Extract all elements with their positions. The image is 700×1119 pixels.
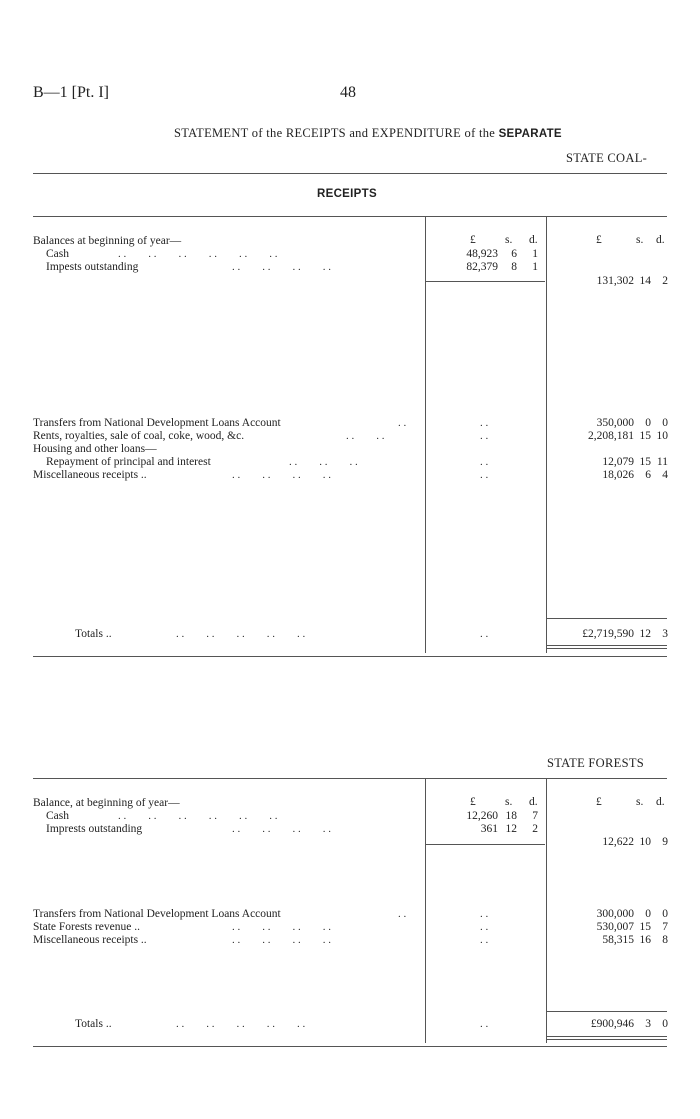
imprests-label: Impests outstanding <box>46 261 139 273</box>
row-pounds: 530,007 <box>596 921 634 933</box>
row-label: Miscellaneous receipts .. <box>33 469 147 481</box>
leader-dots: . . <box>480 921 489 933</box>
rule-under-heading <box>33 216 667 217</box>
balances-total-shillings: 10 <box>639 836 651 848</box>
imprests-shillings: 8 <box>511 261 517 273</box>
leader-dots: . . . . . . . . . . . . <box>118 248 278 260</box>
leader-dots: . . . . <box>346 430 385 442</box>
leader-dots: . . . . . . . . <box>232 934 331 946</box>
totals-double-rule <box>547 645 667 646</box>
leader-dots: . . <box>398 417 407 429</box>
receipts-heading: RECEIPTS <box>317 188 377 200</box>
rule-top <box>33 173 667 174</box>
cash-shillings: 6 <box>511 248 517 260</box>
leader-dots: . . <box>480 1018 489 1030</box>
totals-rule <box>547 618 667 619</box>
row-label: Transfers from National Development Loans Account <box>33 417 281 429</box>
leader-dots: . . . . . . . . . . <box>176 628 306 640</box>
balances-label: Balances at beginning of year— <box>33 235 182 247</box>
col-pound-total: £ <box>596 796 602 808</box>
leader-dots: . . . . . . . . . . . . <box>118 810 278 822</box>
leader-dots: . . <box>480 934 489 946</box>
totals-pence: 0 <box>662 1018 668 1030</box>
page-number: 48 <box>340 84 356 101</box>
col-shilling: s. <box>505 234 513 246</box>
balances-label: Balance, at beginning of year— <box>33 797 180 809</box>
leader-dots: . . . . . . . . <box>232 469 331 481</box>
leader-dots: . . <box>398 908 407 920</box>
col-pence: d. <box>529 796 538 808</box>
row-label: Repayment of principal and interest <box>46 456 211 468</box>
row-shillings: 6 <box>645 469 651 481</box>
row-pounds: 300,000 <box>596 908 634 920</box>
row-label: Rents, royalties, sale of coal, coke, wood, &c. <box>33 430 245 442</box>
row-pounds: 58,315 <box>602 934 634 946</box>
row-shillings: 0 <box>645 908 651 920</box>
row-pence: 7 <box>662 921 668 933</box>
col-pound: £ <box>470 234 476 246</box>
col-pence: d. <box>529 234 538 246</box>
totals-double-rule <box>547 1036 667 1037</box>
leader-dots: . . <box>480 430 489 442</box>
imprests-pounds: 82,379 <box>466 261 498 273</box>
row-pence: 10 <box>656 430 668 442</box>
totals-pounds: £900,946 <box>590 1018 634 1030</box>
balances-total-pounds: 131,302 <box>596 275 634 287</box>
forests-top-rule <box>33 778 667 779</box>
row-shillings: 0 <box>645 417 651 429</box>
row-shillings: 15 <box>639 921 651 933</box>
col-pence-total: d. <box>656 796 665 808</box>
row-pence: 0 <box>662 417 668 429</box>
col-pence-total: d. <box>656 234 665 246</box>
cash-pounds: 48,923 <box>466 248 498 260</box>
cash-shillings: 18 <box>505 810 517 822</box>
row-pounds: 2,208,181 <box>588 430 634 442</box>
column-rule-left <box>425 779 426 1043</box>
forests-heading: STATE FORESTS <box>547 756 645 770</box>
col-shilling-total: s. <box>636 234 644 246</box>
column-rule-right <box>546 779 547 1043</box>
totals-pounds: £2,719,590 <box>582 628 634 640</box>
balances-total-pounds: 12,622 <box>602 836 634 848</box>
cash-pence: 7 <box>532 810 538 822</box>
leader-dots: . . . . . . . . <box>232 261 331 273</box>
row-label: Transfers from National Development Loans Account <box>33 908 281 920</box>
totals-shillings: 12 <box>639 628 651 640</box>
column-rule-right <box>546 217 547 653</box>
leader-dots: . . <box>480 417 489 429</box>
leader-dots: . . <box>480 908 489 920</box>
row-pounds: 350,000 <box>596 417 634 429</box>
subtotal-rule <box>426 281 545 282</box>
col-shilling: s. <box>505 796 513 808</box>
column-rule-left <box>425 217 426 653</box>
row-pounds: 18,026 <box>602 469 634 481</box>
totals-double-rule <box>547 648 667 649</box>
leader-dots: . . . . . . . . <box>232 823 331 835</box>
row-pence: 0 <box>662 908 668 920</box>
row-pence: 11 <box>656 456 668 468</box>
imprests-label: Imprests outstanding <box>46 823 143 835</box>
totals-shillings: 3 <box>645 1018 651 1030</box>
leader-dots: . . <box>480 456 489 468</box>
totals-rule <box>547 1011 667 1012</box>
row-shillings: 15 <box>639 430 651 442</box>
row-pence: 4 <box>662 469 668 481</box>
row-shillings: 16 <box>639 934 651 946</box>
balances-total-shillings: 14 <box>639 275 651 287</box>
row-label: Housing and other loans— <box>33 443 157 455</box>
totals-label: Totals .. <box>75 1018 112 1030</box>
row-label: Miscellaneous receipts .. <box>33 934 147 946</box>
leader-dots: . . <box>480 469 489 481</box>
subtotal-rule <box>426 844 545 845</box>
imprests-shillings: 12 <box>505 823 517 835</box>
leader-dots: . . . . . . . . <box>232 921 331 933</box>
statement-title <box>174 126 562 141</box>
statement-subtitle: STATE COAL- <box>566 151 648 165</box>
cash-label: Cash <box>46 810 69 822</box>
totals-double-rule <box>547 1039 667 1040</box>
balances-total-pence: 9 <box>662 836 668 848</box>
imprests-pounds: 361 <box>480 823 498 835</box>
row-pence: 8 <box>662 934 668 946</box>
col-pound: £ <box>470 796 476 808</box>
totals-pence: 3 <box>662 628 668 640</box>
cash-pence: 1 <box>532 248 538 260</box>
statement-title-bold: SEPARATE <box>498 128 562 140</box>
imprests-pence: 1 <box>532 261 538 273</box>
row-label: State Forests revenue .. <box>33 921 140 933</box>
leader-dots: . . <box>480 628 489 640</box>
document-reference: B—1 [Pt. I] <box>33 84 109 101</box>
statement-title-text: STATEMENT of the RECEIPTS and EXPENDITURE of the <box>174 126 496 140</box>
cash-pounds: 12,260 <box>466 810 498 822</box>
cash-label: Cash <box>46 248 69 260</box>
row-shillings: 15 <box>639 456 651 468</box>
leader-dots: . . . . . . . . . . <box>176 1018 306 1030</box>
col-pound-total: £ <box>596 234 602 246</box>
balances-total-pence: 2 <box>662 275 668 287</box>
section-end-rule <box>33 1046 667 1047</box>
col-shilling-total: s. <box>636 796 644 808</box>
totals-label: Totals .. <box>75 628 112 640</box>
row-pounds: 12,079 <box>602 456 634 468</box>
section-end-rule <box>33 656 667 657</box>
imprests-pence: 2 <box>532 823 538 835</box>
leader-dots: . . . . . . <box>289 456 358 468</box>
